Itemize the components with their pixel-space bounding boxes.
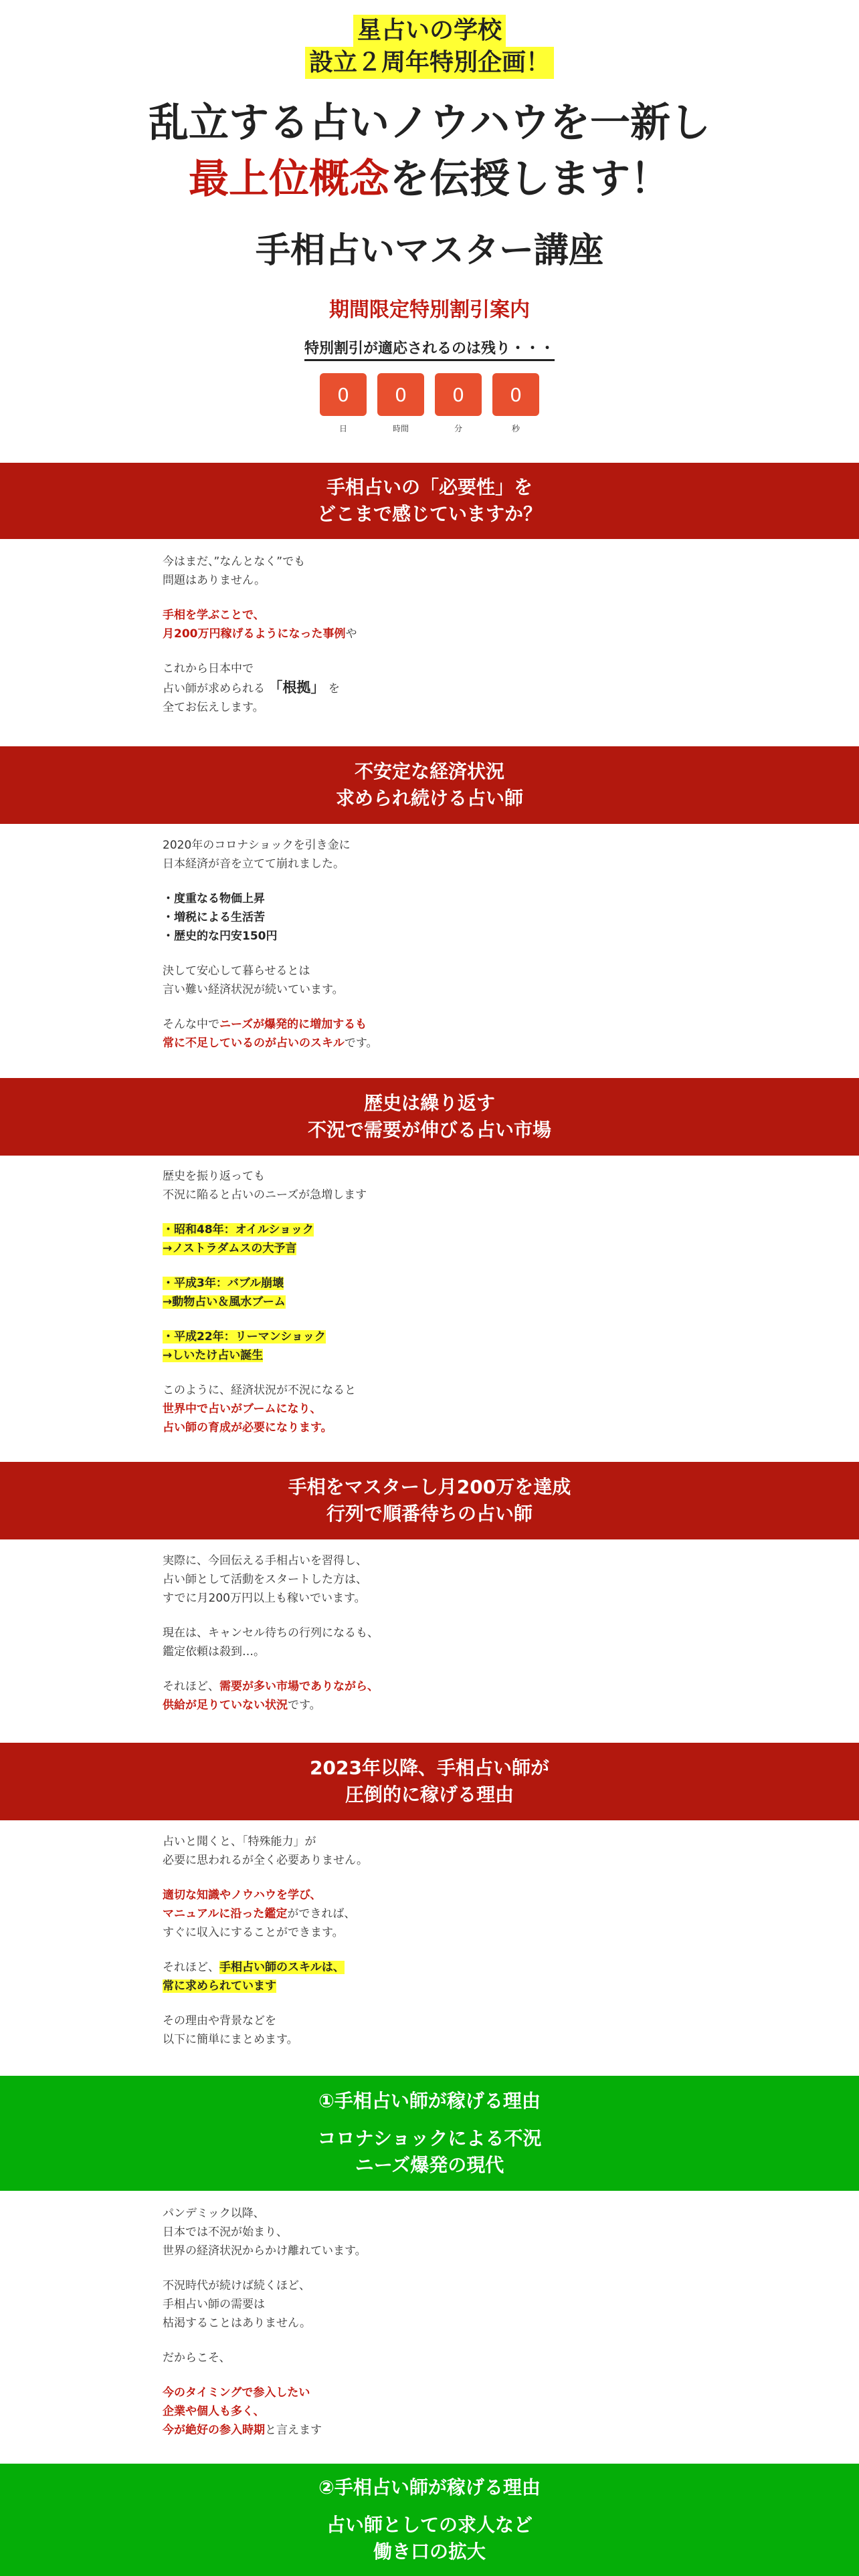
text-line: すでに月200万円以上も稼いでいます。 — [163, 1592, 366, 1605]
paragraph — [163, 1958, 859, 1996]
text-line: これから日本中で — [163, 662, 254, 675]
section-banner-necessity — [0, 463, 859, 539]
text-emphasis: 常に不足しているのが占いのスキル — [163, 1037, 345, 1050]
text-line: 問題はありません。 — [163, 574, 266, 587]
text-line: と言えます — [265, 2424, 322, 2437]
text-emphasis: 需要が多い市場でありながら、 — [219, 1680, 379, 1693]
text-line: その理由や背景などを — [163, 2014, 276, 2028]
text-highlight: 手相占い師のスキルは、 — [219, 1961, 345, 1974]
reason-label: ①手相占い師が稼げる理由 — [318, 2090, 541, 2112]
paragraph — [163, 659, 859, 717]
reason-title-line1: コロナショックによる不況 — [317, 2127, 542, 2149]
paragraph — [163, 1551, 859, 1608]
history-item — [163, 1220, 859, 1258]
section-history-body — [0, 1167, 859, 1453]
countdown-unit: 時間 — [392, 424, 409, 433]
text-line: 日本経済が音を立てて崩れました。 — [163, 857, 345, 871]
headline-line2 — [0, 151, 859, 207]
course-title: 手相占いマスター講座 — [255, 231, 603, 271]
paragraph — [163, 1832, 859, 1870]
paragraph — [163, 2349, 859, 2367]
text-line: 占い師として活動をスタートした方は、 — [163, 1573, 367, 1586]
text-emphasis: 今が絶好の参入時期 — [163, 2424, 265, 2437]
text-line: 世界の経済状況からかけ離れています。 — [163, 2244, 367, 2258]
text-line: 日本では不況が始まり、 — [163, 2226, 288, 2239]
text-line: です。 — [288, 1699, 321, 1712]
list-item: ・増税による生活苦 — [163, 911, 265, 924]
text-highlight: →ノストラダムスの大予言 — [163, 1242, 297, 1255]
countdown-value: 0 — [435, 373, 482, 416]
paragraph — [163, 2012, 859, 2049]
text-highlight: 常に求められています — [163, 1979, 276, 1993]
paragraph — [163, 1624, 859, 1661]
banner-title-line1: 不安定な経済状況 — [354, 760, 504, 782]
countdown-days — [320, 373, 367, 434]
paragraph — [163, 2383, 859, 2440]
countdown-unit: 分 — [454, 424, 462, 433]
offer-heading: 期間限定特別割引案内 — [329, 298, 530, 322]
section-reasons-body — [0, 1832, 859, 2065]
section-banner-reasons — [0, 1743, 859, 1820]
countdown-seconds — [492, 373, 539, 434]
text-line: このように、経済状況が不況になると — [163, 1384, 356, 1397]
text-line: 占い師が求められる — [163, 682, 265, 695]
banner-title-line1: 手相をマスターし月200万を達成 — [288, 1476, 571, 1498]
text-highlight: ・平成22年：リーマンショック — [163, 1330, 326, 1344]
text-line: です。 — [344, 1037, 378, 1050]
section-economy-body — [0, 836, 859, 1069]
text-line: パンデミック以降、 — [163, 2207, 265, 2220]
countdown-value: 0 — [377, 373, 424, 416]
text-highlight: →しいたけ占い誕生 — [163, 1349, 264, 1362]
reason-title-line1: 占い師としての求人など — [326, 2514, 533, 2536]
countdown-label: 特別割引が適応されるのは残り・・・ — [304, 337, 555, 361]
list-item: ・度重なる物価上昇 — [163, 892, 265, 905]
reason-banner-1 — [0, 2076, 859, 2191]
text-line: ができれば、 — [287, 1907, 356, 1921]
banner-title-line2: どこまで感じていますか？ — [316, 503, 542, 525]
text-line: 手相占い師の需要は — [163, 2298, 265, 2311]
history-item — [163, 1327, 859, 1365]
headline-highlight: 最上位概念 — [189, 156, 389, 203]
countdown-unit: 日 — [339, 424, 347, 433]
text-line: すぐに収入にすることができます。 — [163, 1926, 344, 1939]
section-banner-history — [0, 1078, 859, 1156]
countdown-value: 0 — [320, 373, 367, 416]
paragraph — [163, 1381, 859, 1437]
text-line: だからこそ、 — [163, 2351, 231, 2365]
text-line: 占いと聞くと、「特殊能力」が — [163, 1835, 316, 1848]
text-emphasis: 月200万円稼げるようになった事例 — [163, 627, 346, 641]
banner-title-line1: 手相占いの「必要性」を — [326, 476, 533, 498]
hero — [0, 15, 859, 434]
paragraph — [163, 552, 859, 590]
text-line: を — [328, 682, 340, 695]
text-line: 不況に陥ると占いのニーズが急増します — [163, 1188, 367, 1202]
text-line: 実際に、今回伝える手相占いを習得し、 — [163, 1554, 367, 1568]
text-highlight: ・昭和48年：オイルショック — [163, 1223, 314, 1237]
reason-title-line2: ニーズ爆発の現代 — [355, 2154, 504, 2176]
paragraph — [163, 836, 859, 873]
text-line: 今はまだ、”なんとなく”でも — [163, 555, 306, 568]
text-line: それほど、 — [163, 1961, 219, 1974]
text-line: や — [345, 627, 357, 641]
banner-title-line1: 歴史は繰り返す — [363, 1092, 495, 1114]
countdown-hours — [377, 373, 424, 434]
paragraph — [163, 2276, 859, 2333]
countdown-unit: 秒 — [511, 424, 520, 433]
reason-title-line2: 働き口の拡大 — [373, 2541, 486, 2563]
section-necessity-body — [0, 552, 859, 733]
banner-title-line1: 2023年以降、手相占い師が — [310, 1757, 549, 1779]
paragraph — [163, 2204, 859, 2260]
countdown-minutes — [435, 373, 482, 434]
text-line: 枯渇することはありません。 — [163, 2317, 312, 2330]
text-line: 2020年のコロナショックを引き金に — [163, 839, 351, 852]
text-line: 現在は、キャンセル待ちの行列になるも、 — [163, 1626, 379, 1640]
countdown-value: 0 — [492, 373, 539, 416]
text-emphasis: 供給が足りていない状況 — [163, 1699, 288, 1712]
text-line: それほど、 — [163, 1680, 219, 1693]
section-banner-economy — [0, 746, 859, 824]
section-banner-success — [0, 1462, 859, 1539]
text-line: 鑑定依頼は殺到…。 — [163, 1645, 265, 1658]
reason-banner-2 — [0, 2464, 859, 2576]
text-emphasis: ニーズが爆発的に増加するも — [219, 1018, 367, 1031]
text-highlight: →動物占い＆風水ブーム — [163, 1295, 286, 1309]
text-line: 言い難い経済状況が続いています。 — [163, 983, 344, 996]
text-line: 歴史を振り返っても — [163, 1170, 265, 1183]
text-emphasis: 今のタイミングで参入したい — [163, 2386, 310, 2399]
paragraph — [163, 1886, 859, 1942]
text-emphasis: 適切な知識やノウハウを学び、 — [163, 1889, 322, 1902]
text-line: 必要に思われるが全く必要ありません。 — [163, 1854, 369, 1867]
history-item — [163, 1274, 859, 1311]
text-line: そんな中で — [163, 1018, 219, 1031]
banner-title-line2: 行列で順番待ちの占い師 — [326, 1503, 533, 1525]
reason-label: ②手相占い師が稼げる理由 — [318, 2476, 541, 2498]
text-emphasis: マニュアルに沿った鑑定 — [163, 1907, 288, 1921]
banner-title-line2: 求められ続ける占い師 — [335, 787, 523, 809]
text-line: 不況時代が続けば続くほど、 — [163, 2279, 310, 2292]
text-emphasis: 「根拠」 — [268, 679, 325, 695]
paragraph — [163, 1015, 859, 1053]
headline-line2-rest: を伝授します！ — [389, 156, 670, 203]
section-success-body — [0, 1551, 859, 1731]
text-emphasis: 占い師の育成が必要になります。 — [163, 1421, 332, 1434]
text-line: 全てお伝えします。 — [163, 701, 264, 714]
paragraph — [163, 606, 859, 643]
paragraph — [163, 1167, 859, 1204]
text-line: 手相を学ぶことで、 — [163, 609, 265, 622]
anniversary-badge-line2: 設立２周年特別企画！ — [305, 47, 554, 79]
text-emphasis: 世界中で占いがブームになり、 — [163, 1402, 322, 1416]
banner-title-line2: 圧倒的に稼げる理由 — [345, 1784, 514, 1806]
countdown-timer — [0, 373, 859, 434]
text-emphasis: 企業や個人も多く、 — [163, 2405, 265, 2418]
text-line: 決して安心して暮らせるとは — [163, 964, 310, 978]
reason-1-body — [0, 2204, 859, 2456]
text-highlight: ・平成3年：バブル崩壊 — [163, 1277, 284, 1290]
list-item: ・歴史的な円安150円 — [163, 930, 278, 943]
text-line: 以下に簡単にまとめます。 — [163, 2033, 298, 2046]
banner-title-line2: 不況で需要が伸びる占い市場 — [307, 1119, 551, 1141]
headline-line1: 乱立する占いノウハウを一新し — [149, 100, 710, 146]
anniversary-badge-line1: 星占いの学校 — [353, 15, 506, 47]
paragraph — [163, 962, 859, 999]
bullet-list — [163, 889, 859, 946]
paragraph — [163, 1677, 859, 1715]
